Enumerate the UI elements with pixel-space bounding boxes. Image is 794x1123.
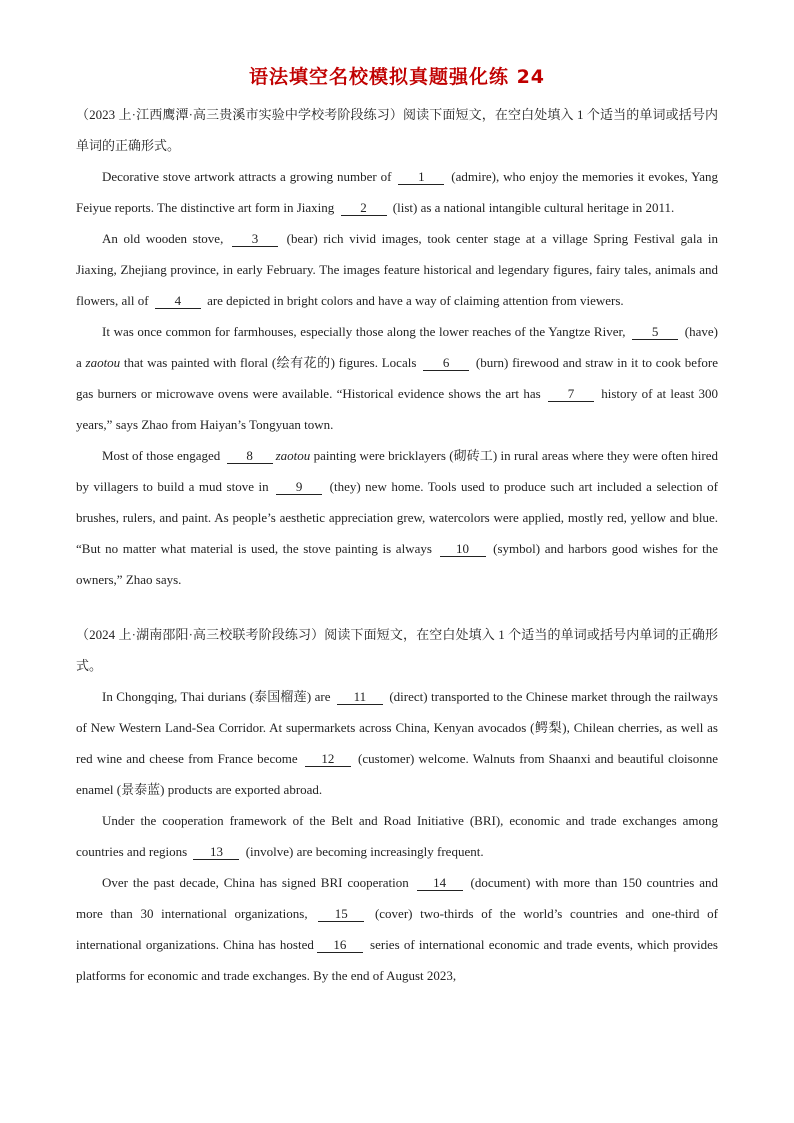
- document-page: [76, 62, 718, 991]
- blank-15[interactable]: 15: [318, 906, 364, 922]
- blank-7[interactable]: 7: [548, 386, 594, 402]
- s1-paragraph-3: It was once common for farmhouses, especially those along the lower reaches of the Yangtze River, 5 (have) a zaotou that was painted with floral (绘有花的) figures. Locals 6 (burn) firewood and straw in it to cook before gas burners or microwave ovens were available. “Historical evidence shows the art has 7 history of at least 300 years,” says Zhao from Haiyan’s Tongyuan town.: [76, 324, 718, 432]
- blank-16[interactable]: 16: [317, 937, 363, 953]
- blank-8[interactable]: 8: [227, 448, 273, 464]
- blank-4[interactable]: 4: [155, 293, 201, 309]
- s2-paragraph-1: In Chongqing, Thai durians (泰国榴莲) are 11 (direct) transported to the Chinese market through the railways of New Western Land-Sea Corridor. At supermarkets across China, Kenyan avocados (鳄梨), Chilean cherries, as well as red wine and cheese from France become 12 (customer) welcome. Walnuts from Shaanxi and beautiful cloisonne enamel (景泰蓝) products are exported abroad.: [76, 689, 718, 797]
- blank-13[interactable]: 13: [193, 844, 239, 860]
- blank-9[interactable]: 9: [276, 479, 322, 495]
- blank-3[interactable]: 3: [232, 231, 278, 247]
- section2-intro: （2024 上·湖南邵阳·高三校联考阶段练习）阅读下面短文，在空白处填入 1 个适当的单词或括号内单词的正确形式。: [76, 627, 718, 673]
- blank-14[interactable]: 14: [417, 875, 463, 891]
- s2-paragraph-2: Under the cooperation framework of the Belt and Road Initiative (BRI), economic and trade exchanges among countries and regions 13 (involve) are becoming increasingly frequent.: [76, 813, 718, 859]
- section1-intro: （2023 上·江西鹰潭·高三贵溪市实验中学校考阶段练习）阅读下面短文，在空白处填入 1 个适当的单词或括号内单词的正确形式。: [76, 107, 718, 153]
- blank-11[interactable]: 11: [337, 689, 383, 705]
- blank-2[interactable]: 2: [341, 200, 387, 216]
- s2-paragraph-3: Over the past decade, China has signed BRI cooperation 14 (document) with more than 150 countries and more than 30 international organizations, 15 (cover) two-thirds of the world’s countries and one-third of international organizations. China has hosted 16 series of international economic and trade events, which provides platforms for economic and trade exchanges. By the end of August 2023,: [76, 875, 718, 983]
- s1-paragraph-2: An old wooden stove, 3 (bear) rich vivid images, took center stage at a village Spring Festival gala in Jiaxing, Zhejiang province, in early February. The images feature historical and legendary figures, fairy tales, animals and flowers, all of 4 are depicted in bright colors and have a way of claiming attention from viewers.: [76, 231, 718, 308]
- blank-6[interactable]: 6: [423, 355, 469, 371]
- blank-12[interactable]: 12: [305, 751, 351, 767]
- page-title: 语法填空名校模拟真题强化练 24: [248, 66, 546, 88]
- s1-paragraph-4: Most of those engaged 8 zaotou painting were bricklayers (砌砖工) in rural areas where they were often hired by villagers to build a mud stove in 9 (they) new home. Tools used to produce such art included a selection of brushes, rulers, and paint. As people’s aesthetic appreciation grew, watercolors were applied, mostly red, yellow and blue. “But no matter what material is used, the stove painting is always 10 (symbol) and harbors good wishes for the owners,” Zhao says.: [76, 448, 718, 587]
- blank-1[interactable]: 1: [398, 169, 444, 185]
- blank-5[interactable]: 5: [632, 324, 678, 340]
- section-divider: [76, 595, 718, 619]
- s1-paragraph-1: Decorative stove artwork attracts a growing number of 1 (admire), who enjoy the memories it evokes, Yang Feiyue reports. The distinctive art form in Jiaxing 2 (list) as a national intangible cultural heritage in 2011.: [76, 169, 718, 215]
- blank-10[interactable]: 10: [440, 541, 486, 557]
